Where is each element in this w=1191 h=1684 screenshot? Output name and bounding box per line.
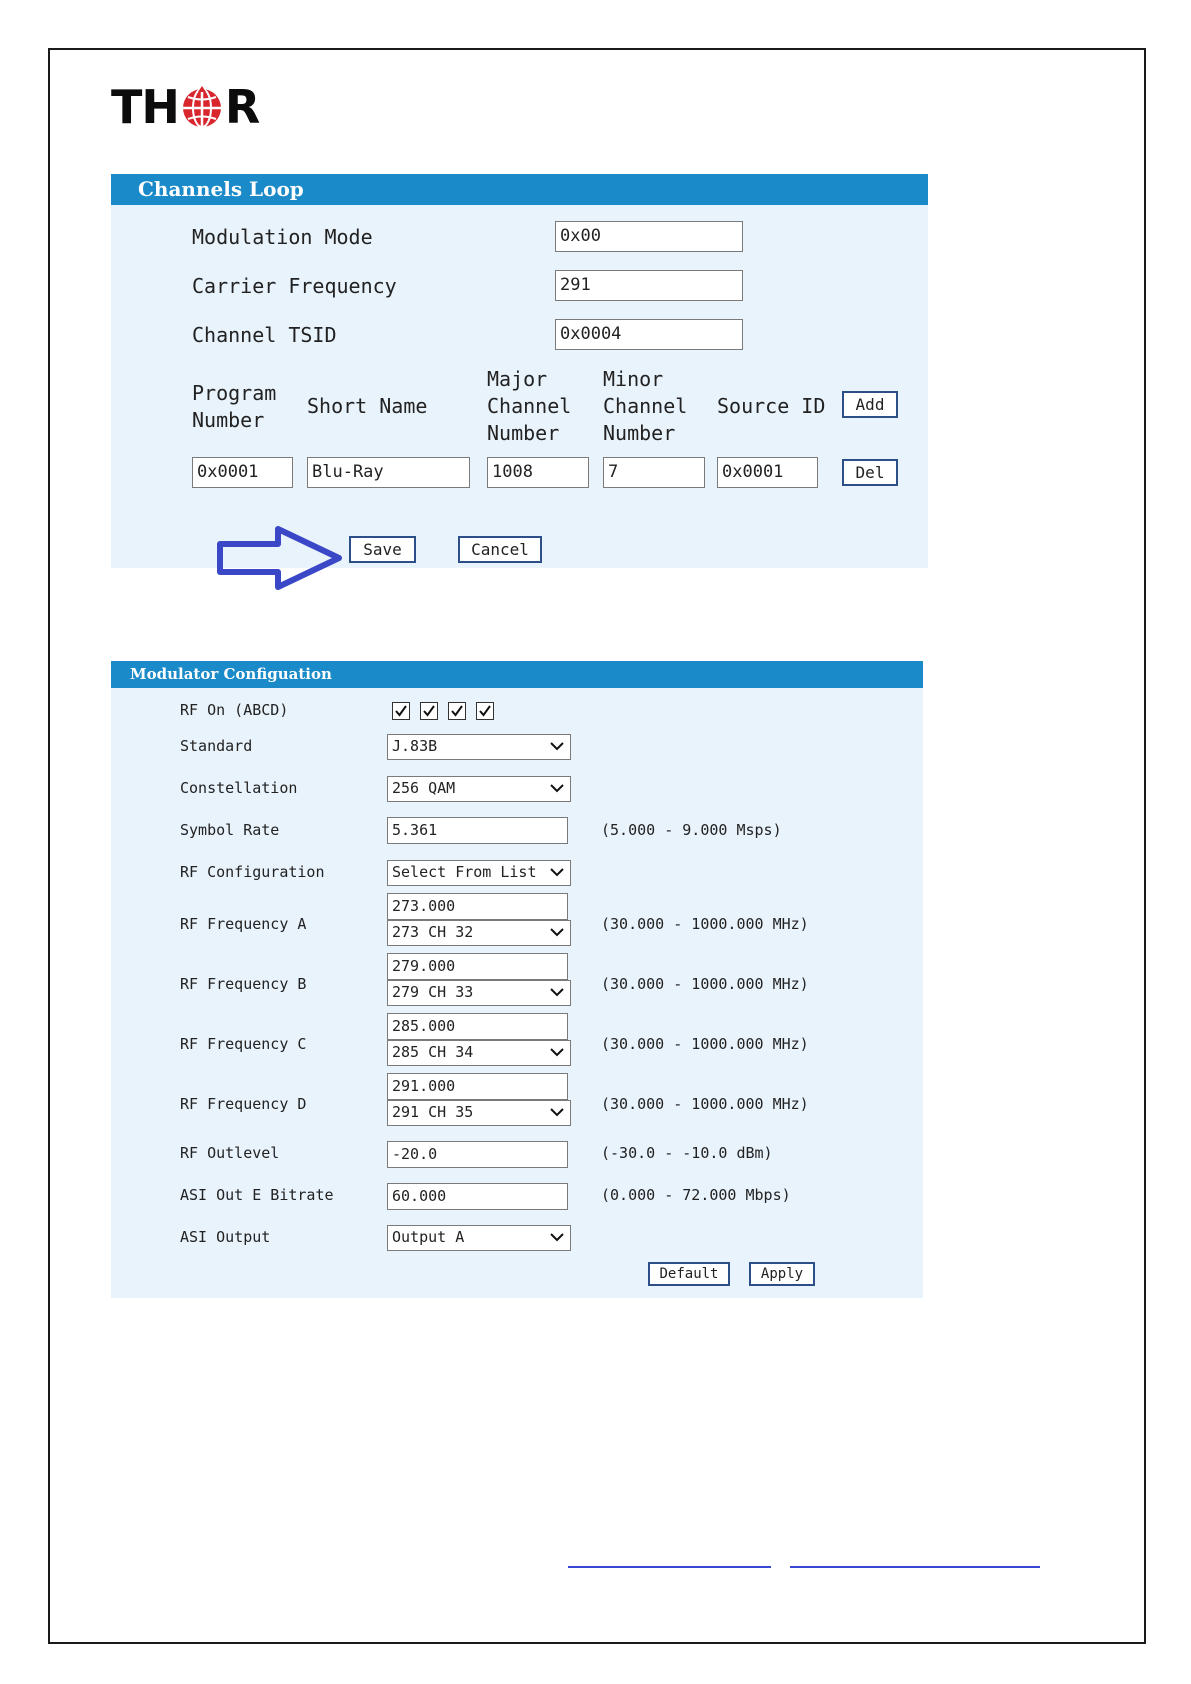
asi-out-bitrate-label: ASI Out E Bitrate <box>180 1186 334 1204</box>
rf-on-a-checkbox[interactable] <box>392 702 410 720</box>
rf-configuration-select[interactable] <box>387 860 571 886</box>
chevron-down-icon <box>549 740 565 752</box>
rf-frequency-c-input[interactable]: 285.000 <box>387 1013 568 1040</box>
rf-on-d-checkbox[interactable] <box>476 702 494 720</box>
default-button[interactable]: Default <box>648 1262 730 1286</box>
modulation-mode-input[interactable]: 0x00 <box>555 221 743 252</box>
minor-channel-number-input[interactable]: 7 <box>603 457 705 488</box>
apply-button[interactable]: Apply <box>749 1262 815 1286</box>
rf-outlevel-range: (-30.0 - -10.0 dBm) <box>601 1144 773 1162</box>
asi-out-bitrate-input[interactable]: 60.000 <box>387 1183 568 1210</box>
logo-text-left: TH <box>111 80 179 134</box>
source-id-header: Source ID <box>717 394 826 418</box>
rf-frequency-a-select[interactable] <box>387 920 571 946</box>
rf-on-c-checkbox[interactable] <box>448 702 466 720</box>
constellation-label: Constellation <box>180 779 298 797</box>
modulator-configuration-panel <box>111 661 923 1298</box>
channel-tsid-input[interactable]: 0x0004 <box>555 319 743 350</box>
add-button[interactable]: Add <box>842 391 898 418</box>
rf-frequency-d-input[interactable]: 291.000 <box>387 1073 568 1100</box>
check-icon <box>449 703 465 719</box>
thor-logo <box>111 82 259 132</box>
chevron-down-icon <box>549 782 565 794</box>
right-arrow-icon <box>216 525 344 591</box>
chevron-down-icon <box>549 1106 565 1118</box>
carrier-frequency-label: Carrier Frequency <box>192 274 397 298</box>
rf-frequency-b-label: RF Frequency B <box>180 975 307 993</box>
asi-output-value: Output A <box>392 1228 465 1246</box>
chevron-down-icon <box>549 866 565 878</box>
symbol-rate-range: (5.000 - 9.000 Msps) <box>601 821 782 839</box>
rf-on-label: RF On (ABCD) <box>180 701 289 719</box>
channels-loop-panel <box>111 174 928 568</box>
minor-channel-number-header: Minor Channel Number <box>603 367 688 445</box>
rf-frequency-a-channel: 273 CH 32 <box>392 923 474 941</box>
constellation-value: 256 QAM <box>392 779 456 797</box>
asi-out-bitrate-range: (0.000 - 72.000 Mbps) <box>601 1186 791 1204</box>
short-name-input[interactable]: Blu-Ray <box>307 457 470 488</box>
rf-frequency-c-range: (30.000 - 1000.000 MHz) <box>601 1035 809 1053</box>
logo-text-right: R <box>224 80 260 134</box>
globe-icon <box>180 84 224 130</box>
program-number-input[interactable]: 0x0001 <box>192 457 293 488</box>
cancel-button[interactable]: Cancel <box>458 536 542 563</box>
symbol-rate-input[interactable]: 5.361 <box>387 817 568 844</box>
chevron-down-icon <box>549 1046 565 1058</box>
program-number-header: Program Number <box>192 381 277 432</box>
rf-frequency-b-input[interactable]: 279.000 <box>387 953 568 980</box>
asi-output-label: ASI Output <box>180 1228 271 1246</box>
check-icon <box>421 703 437 719</box>
rf-frequency-a-range: (30.000 - 1000.000 MHz) <box>601 915 809 933</box>
carrier-frequency-input[interactable]: 291 <box>555 270 743 301</box>
rf-configuration-value: Select From List <box>392 863 537 881</box>
rf-frequency-d-range: (30.000 - 1000.000 MHz) <box>601 1095 809 1113</box>
channel-tsid-label: Channel TSID <box>192 323 337 347</box>
asi-output-select[interactable] <box>387 1225 571 1251</box>
constellation-select[interactable] <box>387 776 571 802</box>
del-button[interactable]: Del <box>842 459 898 486</box>
footer-link-underline-2[interactable] <box>790 1566 1040 1568</box>
source-id-input[interactable]: 0x0001 <box>717 457 818 488</box>
standard-value: J.83B <box>392 737 438 755</box>
rf-frequency-c-select[interactable] <box>387 1040 571 1066</box>
standard-select[interactable] <box>387 734 571 760</box>
rf-frequency-d-channel: 291 CH 35 <box>392 1103 474 1121</box>
rf-on-b-checkbox[interactable] <box>420 702 438 720</box>
rf-frequency-a-input[interactable]: 273.000 <box>387 893 568 920</box>
chevron-down-icon <box>549 1231 565 1243</box>
major-channel-number-input[interactable]: 1008 <box>487 457 589 488</box>
rf-frequency-b-channel: 279 CH 33 <box>392 983 474 1001</box>
modulator-configuration-title: Modulator Configuation <box>111 661 923 688</box>
chevron-down-icon <box>549 926 565 938</box>
rf-frequency-c-label: RF Frequency C <box>180 1035 307 1053</box>
rf-frequency-c-channel: 285 CH 34 <box>392 1043 474 1061</box>
standard-label: Standard <box>180 737 253 755</box>
rf-outlevel-input[interactable]: -20.0 <box>387 1141 568 1168</box>
symbol-rate-label: Symbol Rate <box>180 821 280 839</box>
rf-outlevel-label: RF Outlevel <box>180 1144 280 1162</box>
check-icon <box>477 703 493 719</box>
short-name-header: Short Name <box>307 394 428 418</box>
rf-frequency-a-label: RF Frequency A <box>180 915 307 933</box>
major-channel-number-header: Major Channel Number <box>487 367 572 445</box>
rf-frequency-b-select[interactable] <box>387 980 571 1006</box>
channels-loop-title: Channels Loop <box>111 174 928 205</box>
rf-configuration-label: RF Configuration <box>180 863 325 881</box>
chevron-down-icon <box>549 986 565 998</box>
rf-frequency-d-select[interactable] <box>387 1100 571 1126</box>
check-icon <box>393 703 409 719</box>
save-button[interactable]: Save <box>349 536 416 563</box>
modulation-mode-label: Modulation Mode <box>192 225 373 249</box>
rf-frequency-d-label: RF Frequency D <box>180 1095 307 1113</box>
footer-link-underline-1[interactable] <box>568 1566 771 1568</box>
rf-frequency-b-range: (30.000 - 1000.000 MHz) <box>601 975 809 993</box>
